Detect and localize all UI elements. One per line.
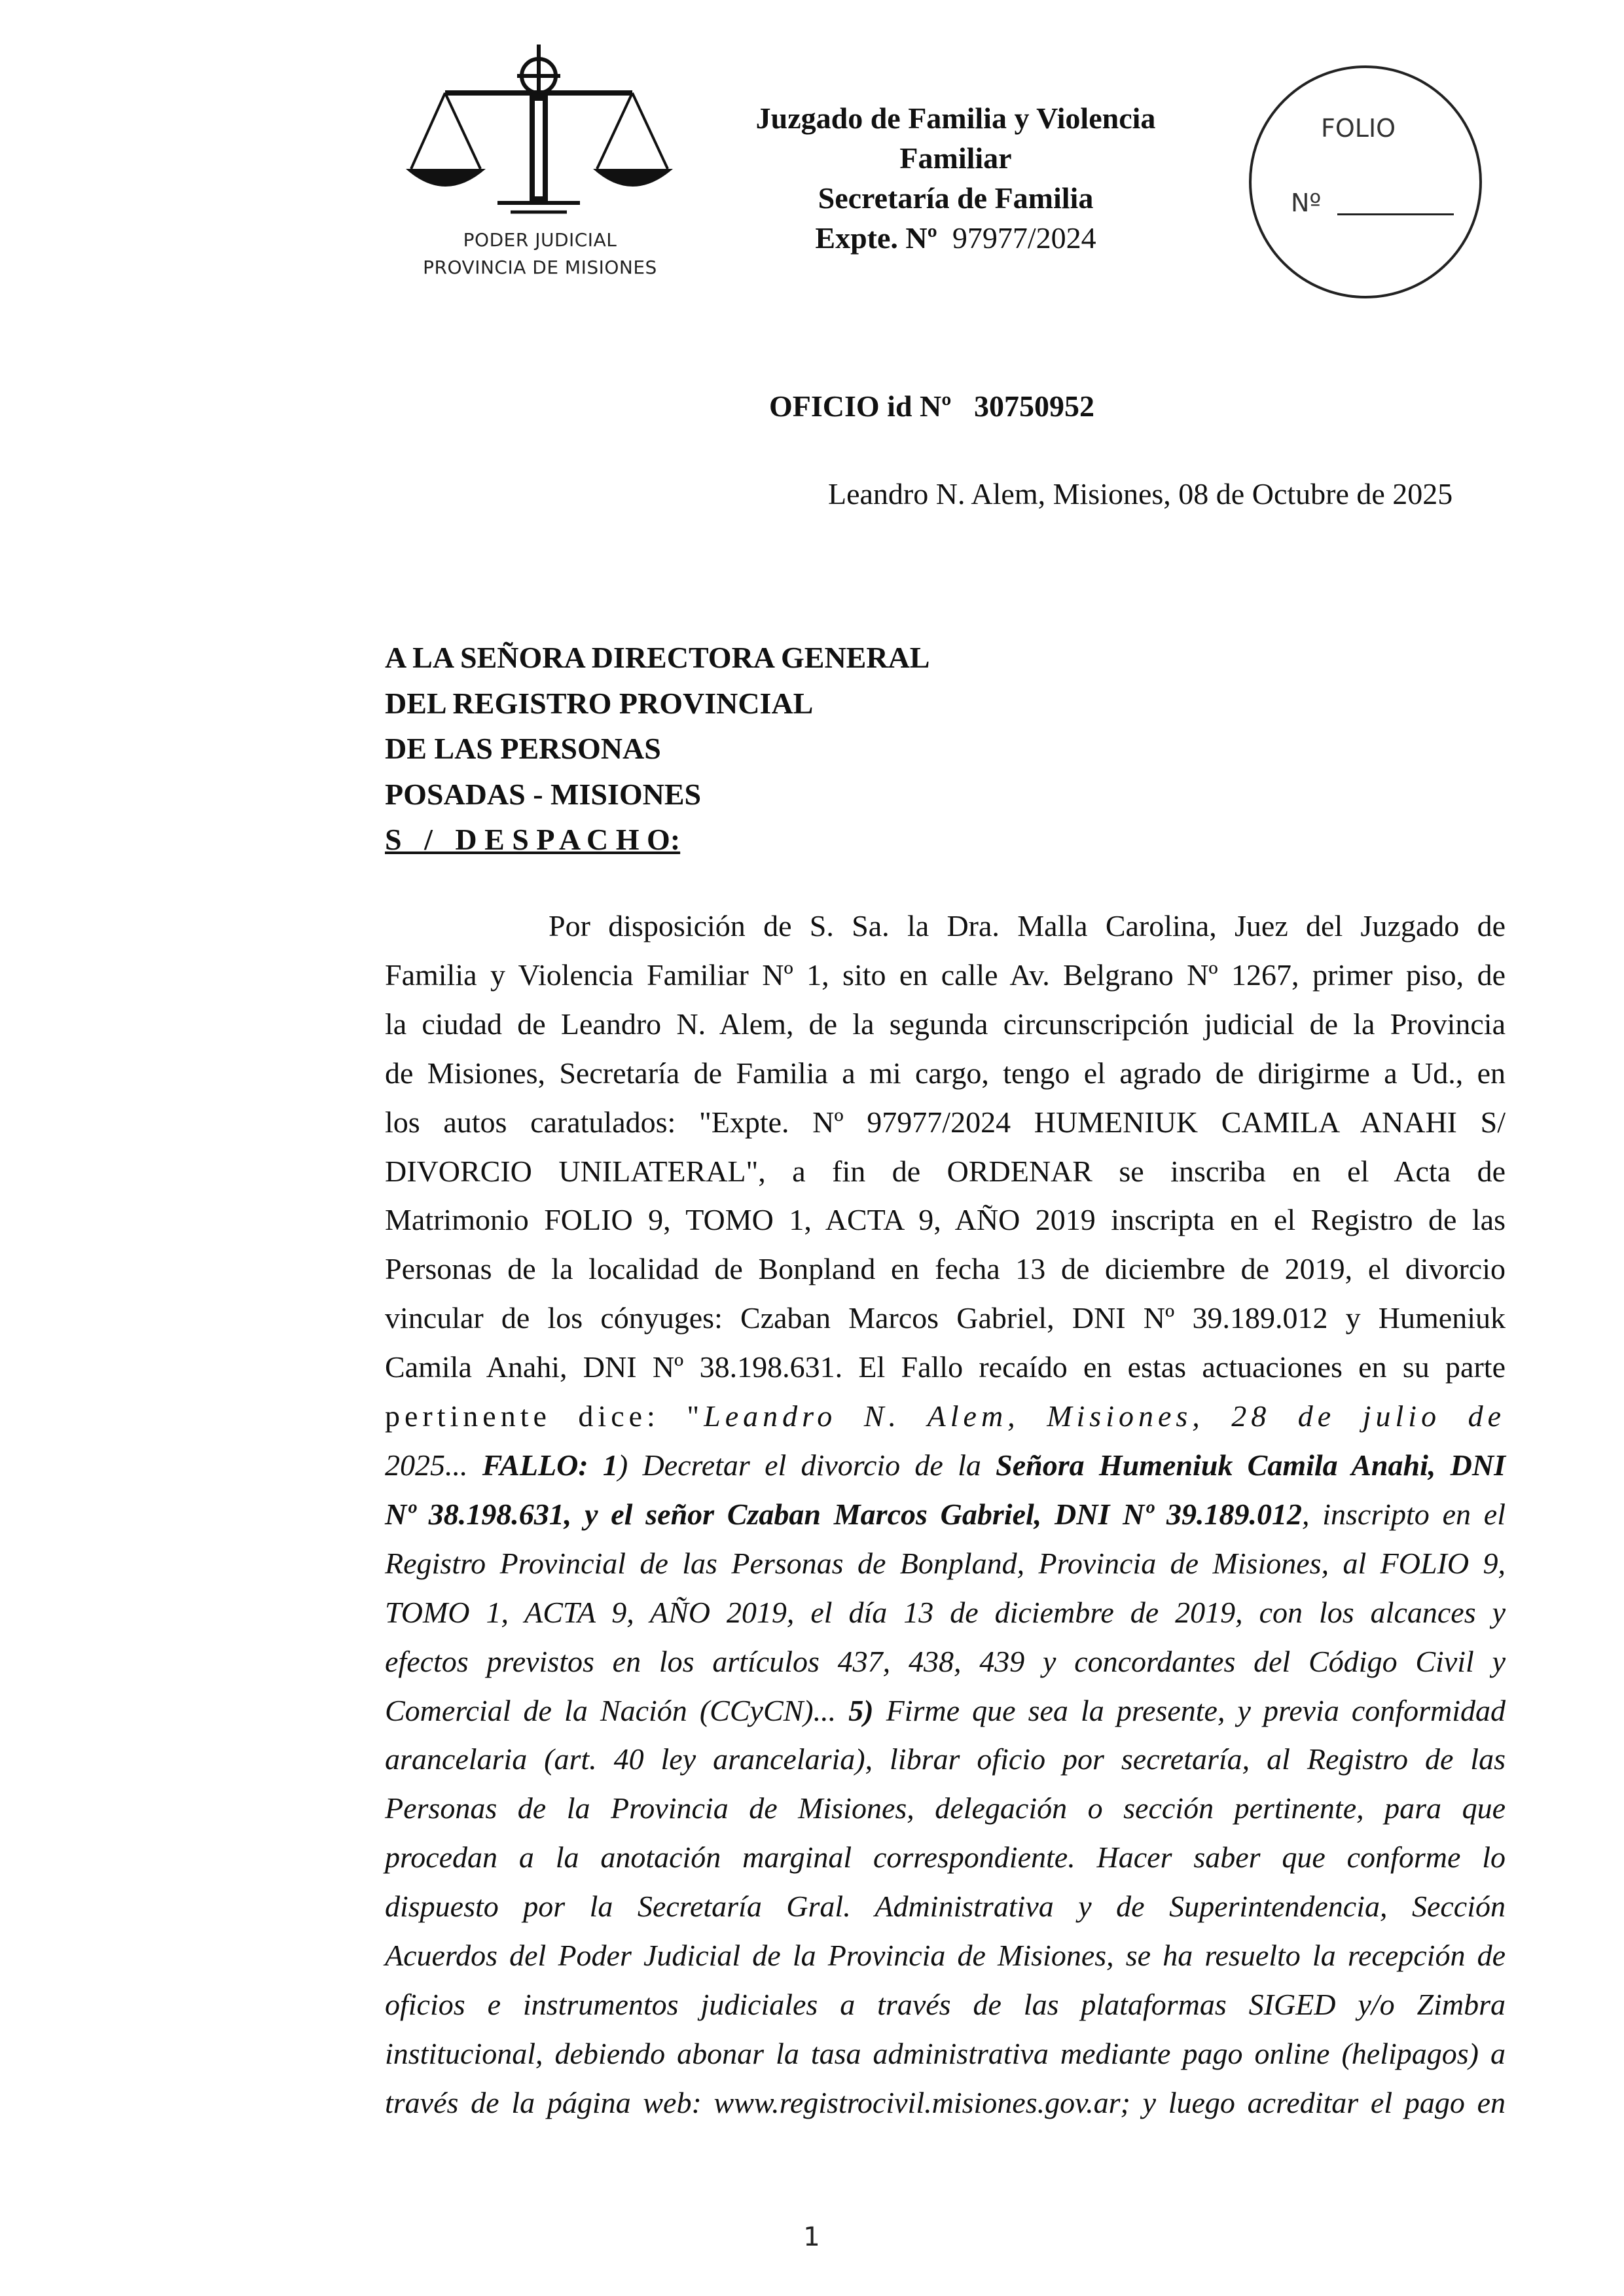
page-number: 1 [803, 2222, 820, 2252]
body-line: Camila Anahi, DNI Nº 38.198.631. El Fallo recaído en estas actuaciones en su parte [385, 1350, 1506, 1384]
expte-line [700, 218, 1211, 258]
court-name-line2: Familiar [899, 141, 1012, 175]
folio-stamp-circle [1244, 59, 1492, 301]
folio-blank-line [1337, 213, 1454, 215]
body-line: DIVORCIO UNILATERAL", a fin de ORDENAR se inscriba en el Acta de [385, 1154, 1506, 1188]
body-line: través de la página web: www.registrocivil.misiones.gov.ar; y luego acreditar el pago en [385, 2085, 1506, 2119]
body-line [385, 1441, 1506, 1490]
folio-label: FOLIO [1321, 114, 1396, 143]
quote-segment: Firme que sea la presente, y previa conformidad [873, 1693, 1506, 1727]
folio-stamp [1244, 59, 1492, 301]
point-label: 5) [848, 1693, 874, 1727]
recipient-line1: A LA SEÑORA DIRECTORA GENERAL [385, 641, 930, 674]
court-header [700, 98, 1211, 258]
body-line: Personas de la Provincia de Misiones, delegación o sección pertinente, para que [385, 1791, 1506, 1825]
body-line: oficios e instrumentos judiciales a través de las plataformas SIGED y/o Zimbra [385, 1987, 1506, 2021]
court-logo [399, 41, 681, 289]
secretaria: Secretaría de Familia [818, 181, 1094, 215]
place-date: Leandro N. Alem, Misiones, 08 de Octubre de 2025 [828, 477, 1453, 511]
body-line: TOMO 1, ACTA 9, AÑO 2019, el día 13 de diciembre de 2019, con los alcances y [385, 1595, 1506, 1629]
body-line [385, 1392, 1506, 1441]
party-name: Señora Humeniuk Camila Anahi, DNI [996, 1448, 1506, 1482]
recipient-line3: DE LAS PERSONAS [385, 732, 661, 765]
body-line: Personas de la localidad de Bonpland en fecha 13 de diciembre de 2019, el divorcio [385, 1252, 1506, 1286]
body-paragraph [385, 902, 1506, 2128]
body-line: los autos caratulados: "Expte. Nº 97977/2024 HUMENIUK CAMILA ANAHI S/ [385, 1105, 1506, 1139]
body-line: efectos previstos en los artículos 437, 438, 439 y concordantes del Código Civil y [385, 1644, 1506, 1678]
body-line: la ciudad de Leandro N. Alem, de la segunda circunscripción judicial de la Provincia [385, 1007, 1506, 1041]
body-line: Registro Provincial de las Personas de Bonpland, Provincia de Misiones, al FOLIO 9, [385, 1546, 1506, 1580]
oficio-id: OFICIO id Nº 30750952 [769, 389, 1094, 423]
fallo-label: FALLO: 1 [482, 1448, 618, 1482]
quote-segment: Leandro N. Alem, Misiones, 28 de julio de [704, 1399, 1506, 1433]
logo-text-line2: PROVINCIA DE MISIONES [423, 257, 657, 278]
body-line: Familia y Violencia Familiar Nº 1, sito en calle Av. Belgrano Nº 1267, primer piso, de [385, 958, 1506, 992]
body-line: de Misiones, Secretaría de Familia a mi cargo, tengo el agrado de dirigirme a Ud., en [385, 1056, 1506, 1090]
body-segment: pertinente dice: " [385, 1399, 704, 1433]
body-line: vincular de los cónyuges: Czaban Marcos Gabriel, DNI Nº 39.189.012 y Humeniuk [385, 1301, 1506, 1335]
body-line: dispuesto por la Secretaría Gral. Administrativa y de Superintendencia, Sección [385, 1890, 1506, 1924]
expte-number: 97977/2024 [952, 221, 1096, 255]
body-line: Matrimonio FOLIO 9, TOMO 1, ACTA 9, AÑO 2019 inscripta en el Registro de las [385, 1203, 1506, 1237]
body-line: arancelaria (art. 40 ley arancelaria), librar oficio por secretaría, al Registro de las [385, 1742, 1506, 1776]
quote-segment: 2025... [385, 1448, 482, 1482]
recipient-line4: POSADAS - MISIONES [385, 777, 702, 811]
quote-segment: ) Decretar el divorcio de la [617, 1448, 996, 1482]
quote-segment: Comercial de la Nación (CCyCN)... [385, 1693, 849, 1727]
body-line: procedan a la anotación marginal correspondiente. Hacer saber que conforme lo [385, 1840, 1506, 1874]
recipient-despacho: S / D E S P A C H O: [385, 823, 681, 856]
quote-segment: , inscripto en el [1301, 1497, 1506, 1531]
logo-text-line1: PODER JUDICIAL [463, 229, 617, 251]
recipient-line2: DEL REGISTRO PROVINCIAL [385, 686, 814, 720]
scales-of-justice-icon [399, 41, 681, 230]
body-line: Acuerdos del Poder Judicial de la Provincia de Misiones, se ha resuelto la recepción de [385, 1939, 1506, 1973]
party-name: Nº 38.198.631, y el señor Czaban Marcos Gabriel, DNI Nº 39.189.012 [385, 1497, 1302, 1531]
court-name-line1: Juzgado de Familia y Violencia [755, 101, 1156, 135]
body-line: Por disposición de S. Sa. la Dra. Malla Carolina, Juez del Juzgado de [549, 909, 1506, 942]
folio-number-label: Nº [1291, 188, 1322, 217]
recipient-block [385, 635, 929, 863]
body-line [385, 1687, 1506, 1736]
expte-label: Expte. Nº [815, 221, 937, 255]
body-line [385, 1490, 1506, 1539]
body-line: institucional, debiendo abonar la tasa administrativa mediante pago online (helipagos) a [385, 2036, 1506, 2070]
